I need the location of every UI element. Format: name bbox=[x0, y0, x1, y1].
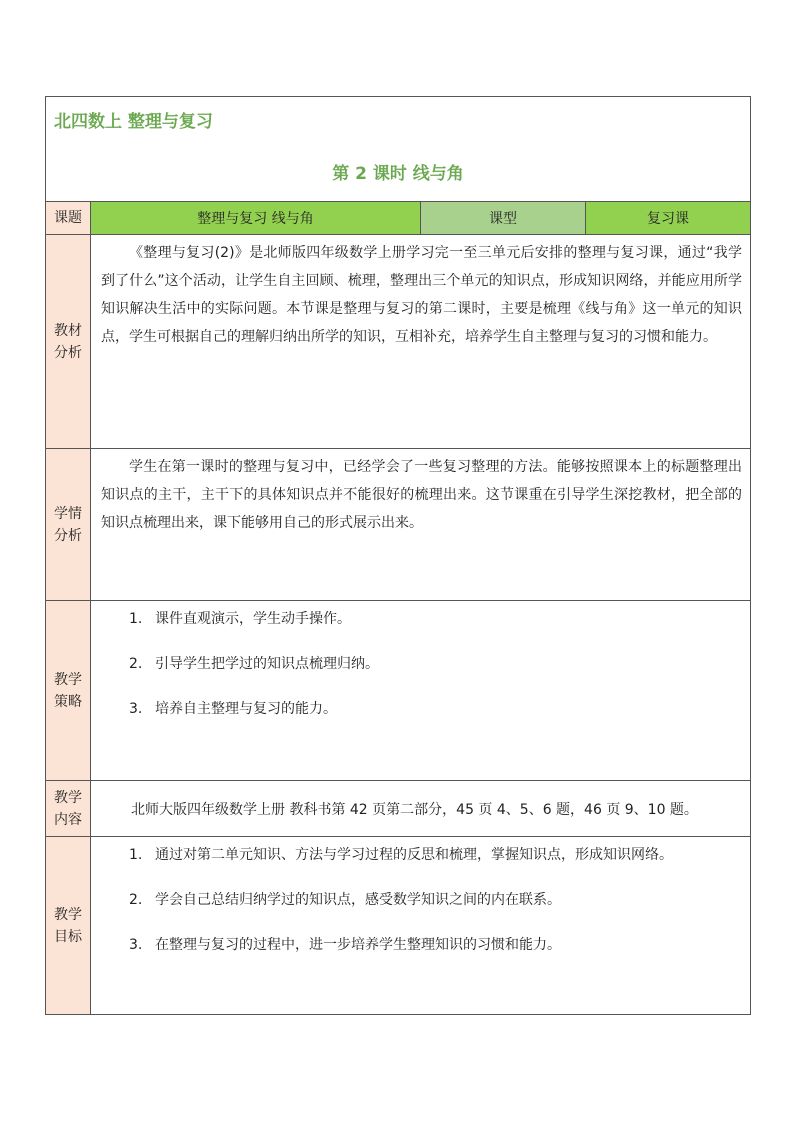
list-item bbox=[131, 650, 742, 695]
content-label-line2: 内容 bbox=[54, 811, 82, 828]
list-item bbox=[131, 695, 742, 740]
type-value: 复习课 bbox=[586, 202, 751, 235]
goals-list bbox=[91, 837, 750, 976]
content-text: 北师大版四年级数学上册 教科书第 42 页第二部分，45 页 4、5、6 题，46 页 9、10 题。 bbox=[91, 781, 751, 837]
students-label-line2: 分析 bbox=[54, 527, 82, 544]
list-item bbox=[131, 931, 742, 976]
list-item-text: 课件直观演示，学生动手操作。 bbox=[155, 611, 351, 627]
list-item-text: 通过对第二单元知识、方法与学习过程的反思和梳理，掌握知识点，形成知识网络。 bbox=[155, 847, 673, 863]
list-item bbox=[131, 841, 742, 886]
list-item-number: 3. bbox=[129, 701, 143, 717]
list-item-text: 学会自己总结归纳学过的知识点，感受数学知识之间的内在联系。 bbox=[155, 892, 561, 908]
strategy-list bbox=[91, 601, 750, 740]
goals-label-line1: 教学 bbox=[54, 906, 82, 923]
goals-label-line2: 目标 bbox=[54, 928, 82, 945]
list-item-number: 2. bbox=[129, 656, 143, 672]
strategy-cell bbox=[91, 601, 751, 781]
list-item-number: 1. bbox=[129, 611, 143, 627]
content-label bbox=[46, 781, 91, 837]
material-cell bbox=[91, 235, 751, 449]
lesson-plan-sheet bbox=[45, 96, 750, 1015]
list-item-text: 培养自主整理与复习的能力。 bbox=[155, 701, 337, 717]
list-item-text: 在整理与复习的过程中，进一步培养学生整理知识的习惯和能力。 bbox=[155, 937, 561, 953]
goals-label bbox=[46, 837, 91, 1015]
material-text: 《整理与复习(2)》是北师版四年级数学上册学习完一至三单元后安排的整理与复习课，通过“我学到了什么”这个活动，让学生自主回顾、梳理，整理出三个单元的知识点，形成知识网络，并能应用所学知识解决生活中的实际问题。本节课是整理与复习的第二课时，主要是梳理《线与角》这一单元的知识点，学生可根据自己的理解归纳出所学的知识，互相补充，培养学生自主整理与复习的习惯和能力。 bbox=[101, 245, 742, 345]
goals-cell bbox=[91, 837, 751, 1015]
material-label-line1: 教材 bbox=[54, 322, 82, 339]
students-cell bbox=[91, 449, 751, 601]
list-item-number: 1. bbox=[129, 847, 143, 863]
type-label: 课型 bbox=[421, 202, 586, 235]
topic-label: 课题 bbox=[46, 202, 91, 235]
material-label-line2: 分析 bbox=[54, 344, 82, 361]
list-item bbox=[131, 605, 742, 650]
strategy-label-line1: 教学 bbox=[54, 671, 82, 688]
strategy-label-line2: 策略 bbox=[54, 693, 82, 710]
strategy-label bbox=[46, 601, 91, 781]
list-item bbox=[131, 886, 742, 931]
students-label-line1: 学情 bbox=[54, 505, 82, 522]
lesson-plan-table bbox=[45, 96, 751, 1015]
students-label bbox=[46, 449, 91, 601]
topic-value: 整理与复习 线与角 bbox=[91, 202, 421, 235]
material-label bbox=[46, 235, 91, 449]
content-label-line1: 教学 bbox=[54, 789, 82, 806]
list-item-text: 引导学生把学过的知识点梳理归纳。 bbox=[155, 656, 379, 672]
lesson-subtitle: 第 2 课时 线与角 bbox=[332, 164, 464, 184]
header-cell bbox=[46, 97, 751, 202]
students-text: 学生在第一课时的整理与复习中，已经学会了一些复习整理的方法。能够按照课本上的标题整理出知识点的主干，主干下的具体知识点并不能很好的梳理出来。这节课重在引导学生深挖教材，把全部的知识点梳理出来，课下能够用自己的形式展示出来。 bbox=[101, 459, 742, 531]
list-item-number: 3. bbox=[129, 937, 143, 953]
list-item-number: 2. bbox=[129, 892, 143, 908]
document-title: 北四数上 整理与复习 bbox=[54, 112, 213, 132]
